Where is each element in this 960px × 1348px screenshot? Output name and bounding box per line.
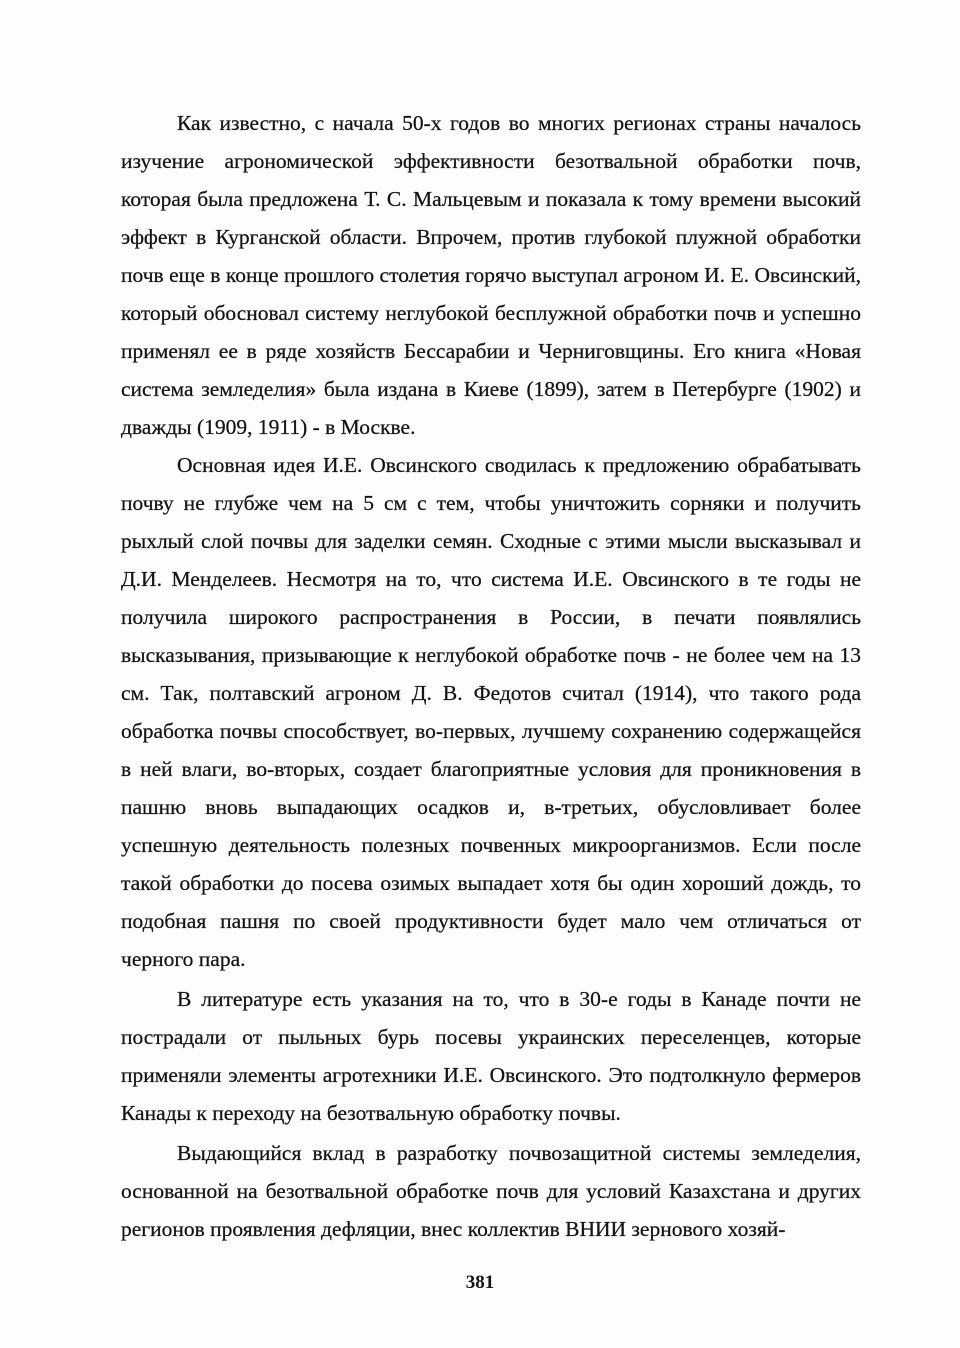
paragraph-4: Выдающийся вклад в разработку почвозащитной системы земледелия, основанной на безотвальной обработке почв для условий Казахстана и других регионов проявления дефляции, внес коллектив ВНИИ зернового хозяй-	[121, 1141, 861, 1241]
page-number: 381	[465, 1272, 495, 1293]
paragraph-2: Основная идея И.Е. Овсинского сводилась к предложению обрабатывать почву не глубже чем на 5 см с тем, чтобы уничтожить сорняки и получить рыхлый слой почвы для заделки семян. Сходные с этими мысли высказывал и Д.И. Менделеев. Несмотря на то, что система И.Е. Овсинского в те годы не получила широкого распространения в России, в печати появлялись высказывания, призывающие к неглубокой обработке почв - не более чем на 13 см. Так, полтавский агроном Д. В. Федотов считал (1914), что такого рода обработка почвы способствует, во-первых, лучшему сохранению содержащейся в ней влаги, во-вторых, создает благоприятные условия для проникновения в пашню вновь выпадающих осадков и, в-третьих, обусловливает более успешную деятельность полезных почвенных микроорганизмов. Если после такой обработки до посева озимых выпадает хотя бы один хороший дождь, то подобная пашня по своей продуктивности будет мало чем отличаться от черного пара.	[121, 453, 861, 971]
paragraph-3: В литературе есть указания на то, что в 30-е годы в Канаде почти не пострадали от пыльных бурь посевы украинских переселенцев, которые применяли элементы агротехники И.Е. Овсинского. Это подтолкнуло фермеров Канады к переходу на безотвальную обработку почвы.	[121, 987, 861, 1125]
paragraph-1: Как известно, с начала 50-х годов во многих регионах страны началось изучение агрономической эффективности безотвальной обработки почв, которая была предложена Т. С. Мальцевым и показала к тому времени высокий эффект в Курганской области. Впрочем, против глубокой плужной обработки почв еще в конце прошлого столетия горячо выступал агроном И. Е. Овсинский, который обосновал систему неглубокой бесплужной обработки почв и успешно применял ее в ряде хозяйств Бессарабии и Черниговщины. Его книга «Новая система земледелия» была издана в Киеве (1899), затем в Петербурге (1902) и дважды (1909, 1911) - в Москве.	[121, 111, 861, 439]
body-text	[121, 104, 861, 1248]
